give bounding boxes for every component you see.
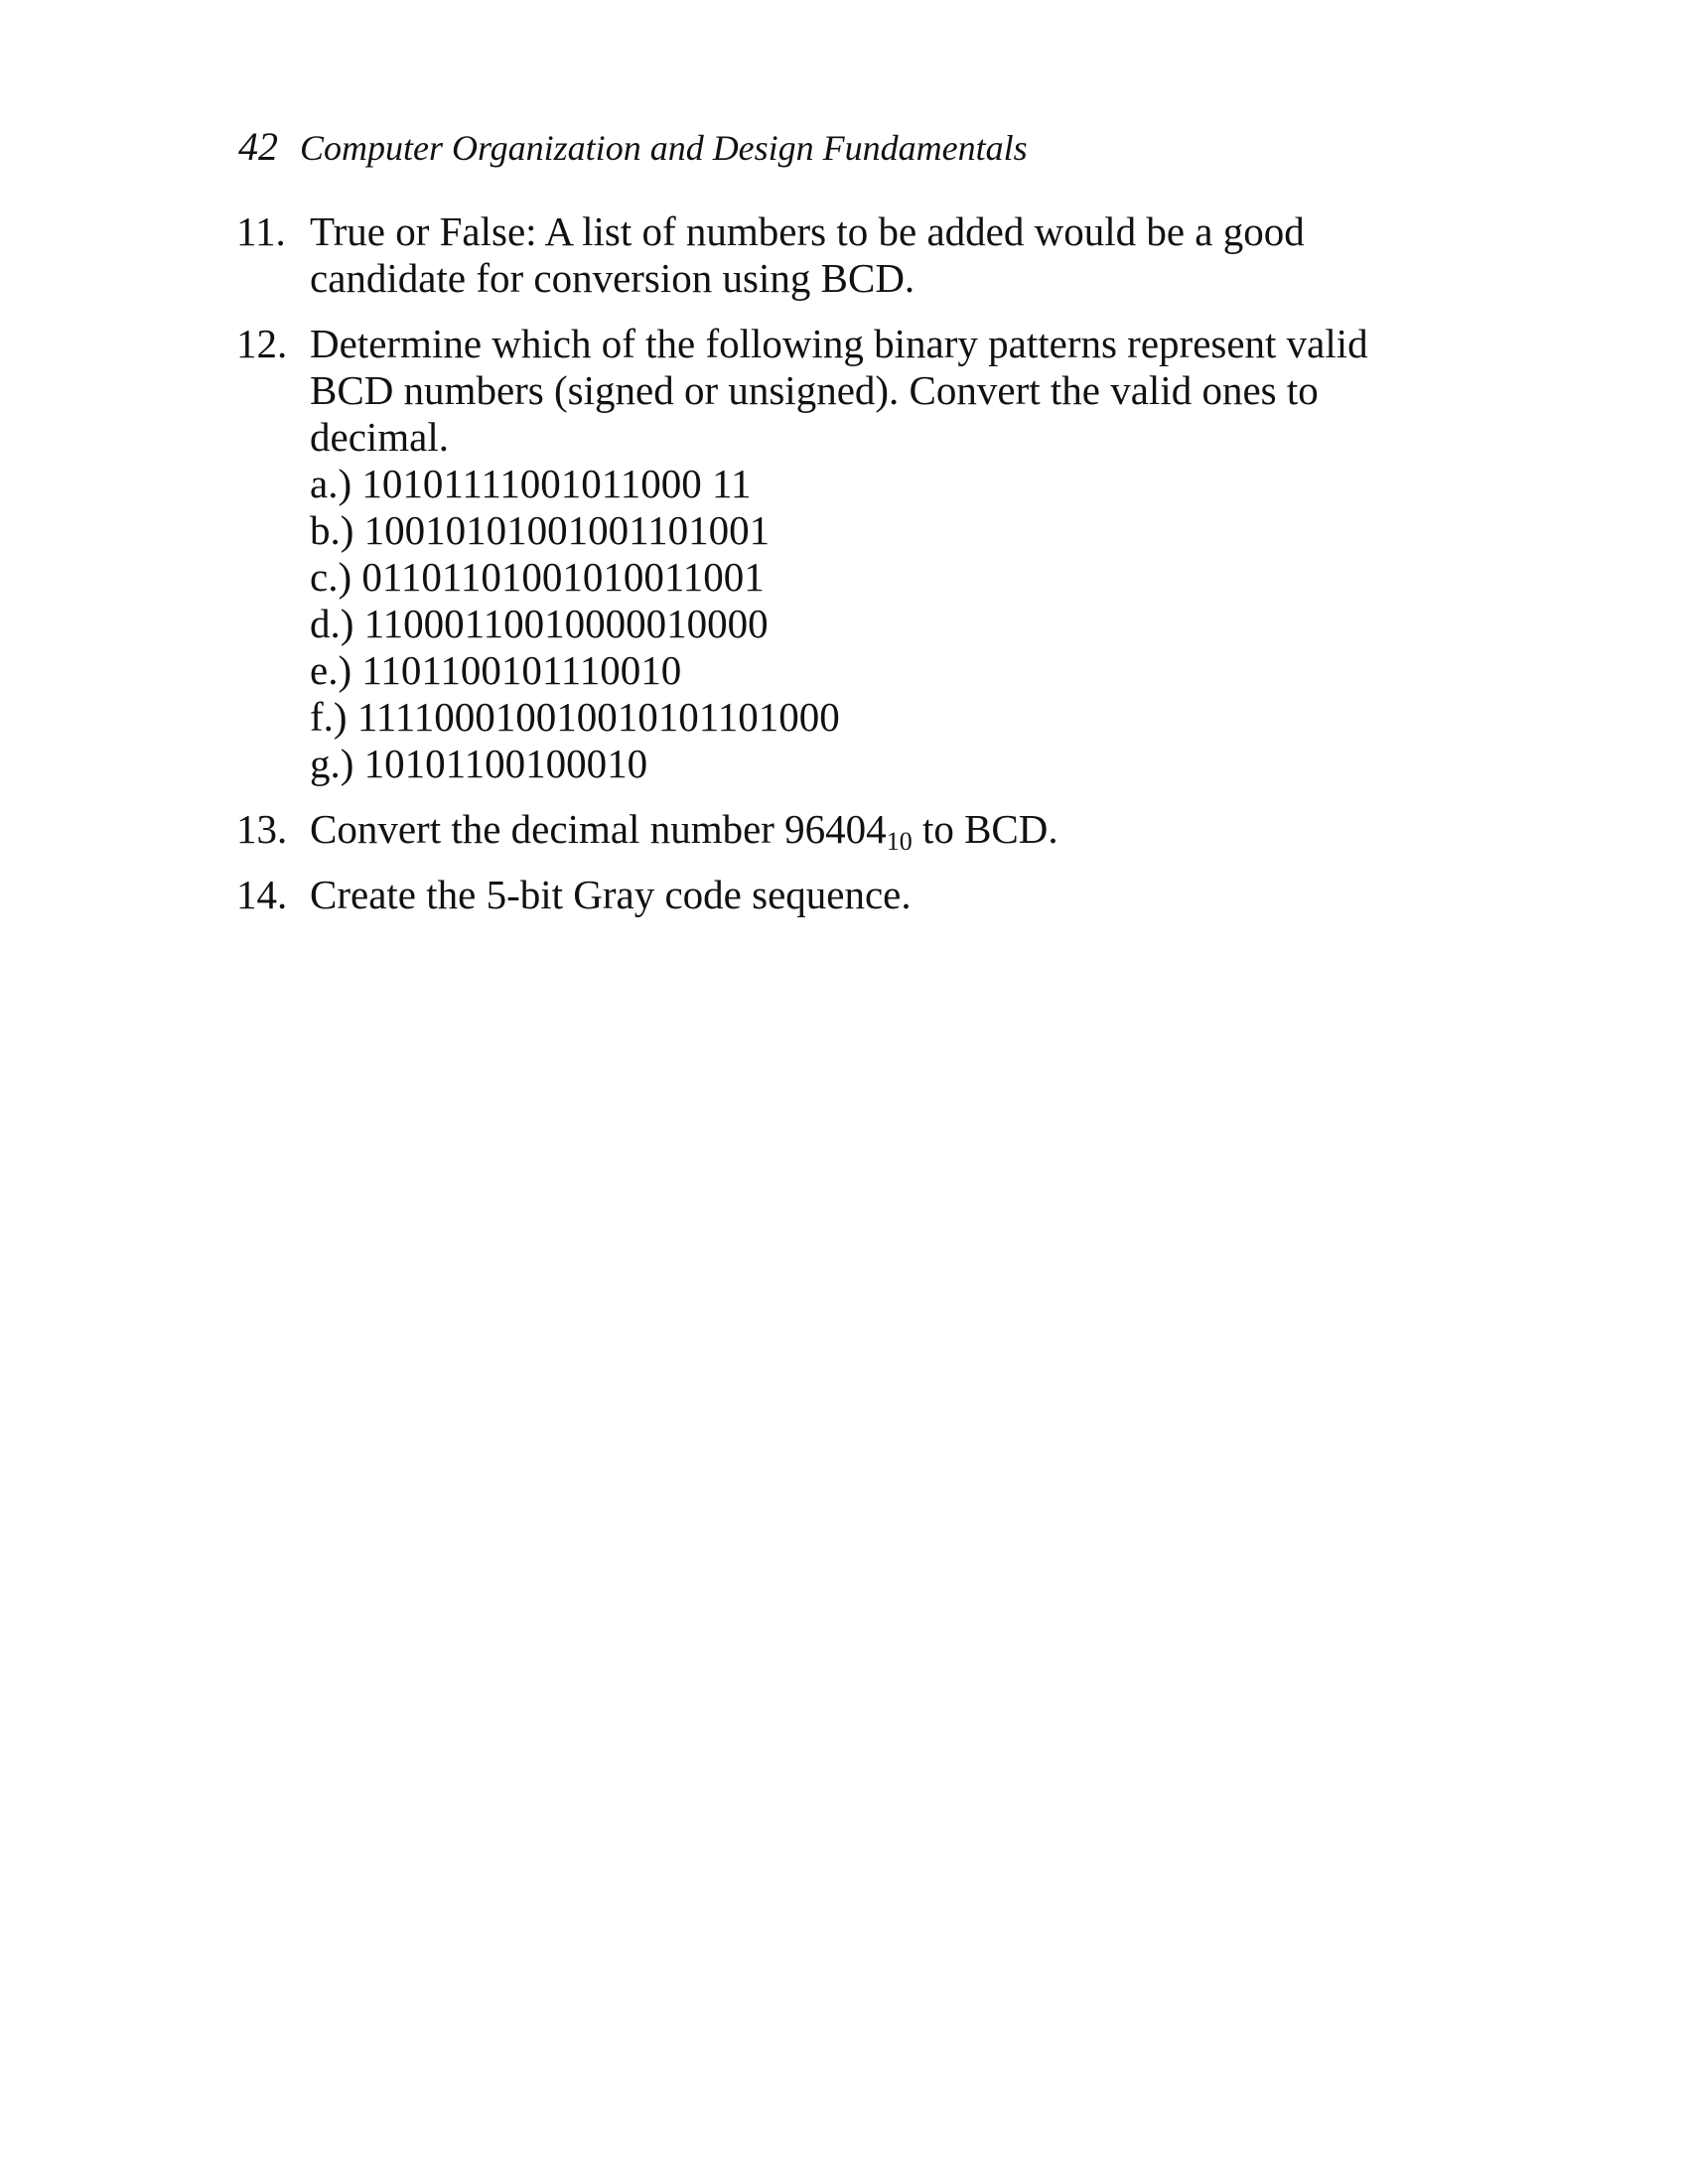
- subitem-label: f.): [310, 694, 348, 740]
- binary-pattern: 1101100101110010: [361, 647, 682, 693]
- problem-14: [236, 872, 1408, 918]
- problem-number: 13.: [236, 806, 288, 852]
- subitem-label: c.): [310, 554, 352, 600]
- problem-body: [310, 321, 1408, 787]
- problem-number: 12.: [236, 321, 288, 366]
- subitem-label: d.): [310, 601, 354, 646]
- problem-text: Determine which of the following binary patterns represent valid BCD numbers (signed or unsigned). Convert the valid ones to decimal.: [310, 321, 1368, 460]
- subitem-label: e.): [310, 647, 352, 693]
- problem-text-after: to BCD.: [912, 806, 1058, 852]
- subitem-b: [310, 507, 1408, 554]
- binary-pattern: 10010101001001101001: [363, 507, 771, 553]
- problem-text: Create the 5-bit Gray code sequence.: [310, 872, 912, 917]
- subitem-d: [310, 601, 1408, 647]
- binary-pattern: 01101101001010011001: [361, 554, 765, 600]
- subitem-e: [310, 647, 1408, 694]
- subitem-c: [310, 554, 1408, 601]
- subitem-label: a.): [310, 461, 352, 506]
- problem-text-before: Convert the decimal number 96404: [310, 806, 887, 852]
- subitem-label: g.): [310, 741, 354, 786]
- binary-pattern: 11000110010000010000: [363, 601, 769, 646]
- subitem-label: b.): [310, 507, 354, 553]
- problem-number: 14.: [236, 872, 288, 917]
- base-subscript: 10: [886, 827, 913, 856]
- problem-12: [236, 321, 1408, 787]
- book-title: Computer Organization and Design Fundamentals: [300, 128, 1028, 168]
- binary-pattern: 10101100100010: [363, 741, 648, 786]
- binary-pattern: 111100010010010101101000: [356, 694, 840, 740]
- page-number: 42: [238, 124, 278, 169]
- problem-13: [236, 806, 1408, 856]
- problem-11: [236, 208, 1408, 302]
- subitem-a: [310, 461, 1408, 507]
- problem-number: 11.: [236, 208, 286, 254]
- problem-text: True or False: A list of numbers to be added would be a good candidate for conversion using BCD.: [310, 208, 1305, 301]
- problem-list: [236, 208, 1408, 937]
- subitem-f: [310, 694, 1408, 741]
- problem-text: [310, 806, 1408, 856]
- binary-pattern: 10101111001011000 11: [361, 461, 752, 506]
- subitem-g: [310, 741, 1408, 787]
- running-header: [238, 123, 1028, 170]
